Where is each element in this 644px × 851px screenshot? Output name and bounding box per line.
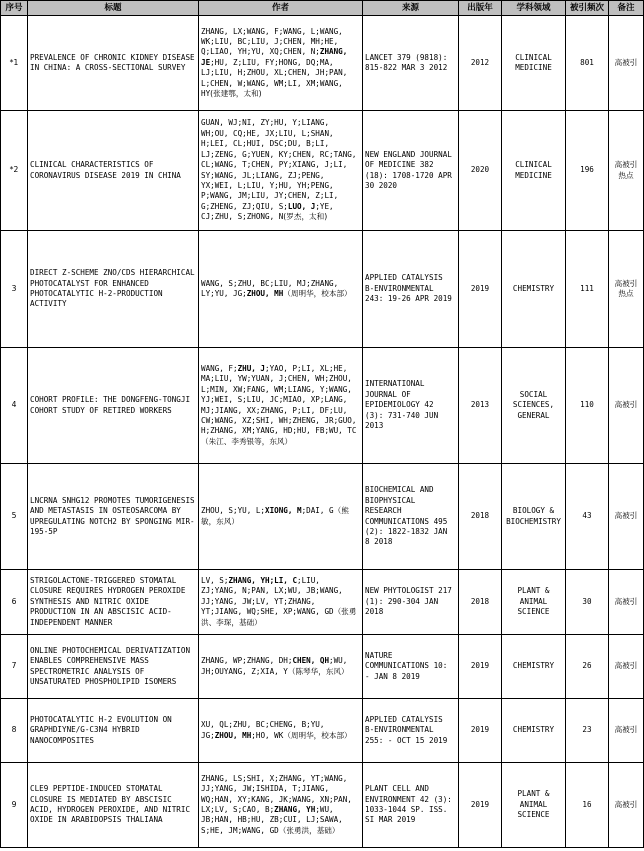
- row-source: NEW PHYTOLOGIST 217 (1): 290-304 JAN 2018: [363, 570, 459, 635]
- row-num: 7: [1, 635, 28, 699]
- row-source: BIOCHEMICAL AND BIOPHYSICAL RESEARCH COMMUNICATIONS 495 (2): 1822-1832 JAN 8 2018: [363, 464, 459, 570]
- table-row: [1, 231, 644, 348]
- table-row: [1, 111, 644, 231]
- header-row: [1, 1, 644, 16]
- row-year: 2019: [459, 699, 502, 763]
- row-year: 2013: [459, 348, 502, 464]
- header-field: 学科领域: [502, 1, 566, 16]
- row-citations: 26: [566, 635, 609, 699]
- header-title: 标题: [28, 1, 199, 16]
- row-source: LANCET 379 (9818): 815-822 MAR 3 2012: [363, 16, 459, 111]
- row-title: PREVALENCE OF CHRONIC KIDNEY DISEASE IN CHINA: A CROSS-SECTIONAL SURVEY: [28, 16, 199, 111]
- header-source: 来源: [363, 1, 459, 16]
- row-authors: ZHANG, WP;ZHANG, DH;CHEN, QH;WU, JH;OUYANG, Z;XIA, Y（陈琴华，东风）: [199, 635, 363, 699]
- row-authors: ZHOU, S;YU, L;XIONG, M;DAI, G（熊敏，东风）: [199, 464, 363, 570]
- row-field: PLANT & ANIMAL SCIENCE: [502, 570, 566, 635]
- row-source: INTERNATIONAL JOURNAL OF EPIDEMIOLOGY 42 (3): 731-740 JUN 2013: [363, 348, 459, 464]
- row-source: APPLIED CATALYSIS B-ENVIRONMENTAL 243: 19-26 APR 2019: [363, 231, 459, 348]
- row-num: 6: [1, 570, 28, 635]
- row-title: CLINICAL CHARACTERISTICS OF CORONAVIRUS DISEASE 2019 IN CHINA: [28, 111, 199, 231]
- row-num: 9: [1, 763, 28, 848]
- table-row: [1, 570, 644, 635]
- row-authors: GUAN, WJ;NI, ZY;HU, Y;LIANG, WH;OU, CQ;HE, JX;LIU, L;SHAN, H;LEI, CL;HUI, DSC;DU, B;LI, LJ;ZENG, G;YUEN, KY;CHEN, RC;TANG, CL;WANG, T;CHEN, PY;XIANG, J;LI, SY;WANG, JL;LIANG, ZJ;PENG, YX;WEI, L;LIU, Y;HU, YH;PENG, P;WANG, JM;LIU, JY;CHEN, Z;LI, G;ZHENG, ZJ;QIU, S;LUO, J;YE, CJ;ZHU, S;ZHONG, N(罗杰，太和): [199, 111, 363, 231]
- row-title: DIRECT Z-SCHEME ZNO/CDS HIERARCHICAL PHOTOCATALYST FOR ENHANCED PHOTOCATALYTIC H-2-PRODUCTION ACTIVITY: [28, 231, 199, 348]
- table-row: [1, 699, 644, 763]
- header-note: 备注: [609, 1, 644, 16]
- table-row: [1, 464, 644, 570]
- row-field: CHEMISTRY: [502, 231, 566, 348]
- row-field: CHEMISTRY: [502, 699, 566, 763]
- row-note: 高被引: [609, 16, 644, 111]
- row-authors: LV, S;ZHANG, YH;LI, C;LIU, ZJ;YANG, N;PAN, LX;WU, JB;WANG, JJ;YANG, JW;LV, YT;ZHANG, YT;JIANG, WQ;SHE, XP;WANG, GD（张勇洪、李琛，基础）: [199, 570, 363, 635]
- row-field: PLANT & ANIMAL SCIENCE: [502, 763, 566, 848]
- header-citations: 被引频次: [566, 1, 609, 16]
- row-note: 高被引: [609, 699, 644, 763]
- row-note: 高被引 热点: [609, 111, 644, 231]
- row-year: 2019: [459, 231, 502, 348]
- row-year: 2018: [459, 464, 502, 570]
- row-authors: WANG, S;ZHU, BC;LIU, MJ;ZHANG, LY;YU, JG;ZHOU, MH（周明华，校本部）: [199, 231, 363, 348]
- row-source: PLANT CELL AND ENVIRONMENT 42 (3): 1033-1044 SP. ISS. SI MAR 2019: [363, 763, 459, 848]
- row-field: CLINICAL MEDICINE: [502, 16, 566, 111]
- row-num: *2: [1, 111, 28, 231]
- header-authors: 作者: [199, 1, 363, 16]
- header-year: 出版年: [459, 1, 502, 16]
- table-row: [1, 635, 644, 699]
- row-note: 高被引: [609, 464, 644, 570]
- row-field: BIOLOGY & BIOCHEMISTRY: [502, 464, 566, 570]
- row-title: COHORT PROFILE: THE DONGFENG-TONGJI COHORT STUDY OF RETIRED WORKERS: [28, 348, 199, 464]
- header-num: 序号: [1, 1, 28, 16]
- row-citations: 23: [566, 699, 609, 763]
- row-num: 3: [1, 231, 28, 348]
- row-citations: 196: [566, 111, 609, 231]
- table-row: [1, 763, 644, 848]
- row-source: NATURE COMMUNICATIONS 10: - JAN 8 2019: [363, 635, 459, 699]
- row-citations: 16: [566, 763, 609, 848]
- row-field: CLINICAL MEDICINE: [502, 111, 566, 231]
- row-title: LNCRNA SNHG12 PROMOTES TUMORIGENESIS AND METASTASIS IN OSTEOSARCOMA BY UPREGULATING NOTCH2 BY SPONGING MIR-195-5P: [28, 464, 199, 570]
- row-note: 高被引 热点: [609, 231, 644, 348]
- row-note: 高被引: [609, 348, 644, 464]
- row-source: NEW ENGLAND JOURNAL OF MEDICINE 382 (18): 1708-1720 APR 30 2020: [363, 111, 459, 231]
- row-authors: ZHANG, LS;SHI, X;ZHANG, YT;WANG, JJ;YANG, JW;ISHIDA, T;JIANG, WQ;HAN, XY;KANG, JK;WANG, XN;PAN, LX;LV, S;CAO, B;ZHANG, YH;WU, JB;HAN, HB;HU, ZB;CUI, LJ;SAWA, S;HE, JM;WANG, GD（张勇洪，基础）: [199, 763, 363, 848]
- row-citations: 30: [566, 570, 609, 635]
- row-authors: XU, QL;ZHU, BC;CHENG, B;YU, JG;ZHOU, MH;HO, WK（周明华，校本部）: [199, 699, 363, 763]
- row-num: 4: [1, 348, 28, 464]
- row-field: CHEMISTRY: [502, 635, 566, 699]
- row-title: CLE9 PEPTIDE-INDUCED STOMATAL CLOSURE IS MEDIATED BY ABSCISIC ACID, HYDROGEN PEROXIDE, AND NITRIC OXIDE IN ARABIDOPSIS THALIANA: [28, 763, 199, 848]
- row-num: *1: [1, 16, 28, 111]
- row-title: PHOTOCATALYTIC H-2 EVOLUTION ON GRAPHDIYNE/G-C3N4 HYBRID NANOCOMPOSITES: [28, 699, 199, 763]
- row-citations: 111: [566, 231, 609, 348]
- row-num: 5: [1, 464, 28, 570]
- row-note: 高被引: [609, 763, 644, 848]
- row-citations: 43: [566, 464, 609, 570]
- row-note: 高被引: [609, 635, 644, 699]
- row-authors: WANG, F;ZHU, J;YAO, P;LI, XL;HE, MA;LIU, YW;YUAN, J;CHEN, WH;ZHOU, L;MIN, XW;FANG, WM;LIANG, Y;WANG, YJ;WEI, S;LIU, JC;MIAO, XP;LANG, MJ;JIANG, XX;ZHANG, P;LI, DF;LU, CW;WANG, XZ;SHI, WH;ZHENG, JR;GUO, H;ZHANG, XM;YANG, HD;HU, FB;WU, TC（朱江、李秀银等，东风）: [199, 348, 363, 464]
- table-row: [1, 16, 644, 111]
- row-source: APPLIED CATALYSIS B-ENVIRONMENTAL 255: - OCT 15 2019: [363, 699, 459, 763]
- row-year: 2018: [459, 570, 502, 635]
- row-citations: 110: [566, 348, 609, 464]
- row-year: 2012: [459, 16, 502, 111]
- row-title: ONLINE PHOTOCHEMICAL DERIVATIZATION ENABLES COMPREHENSIVE MASS SPECTROMETRIC ANALYSIS OF UNSATURATED PHOSPHOLIPID ISOMERS: [28, 635, 199, 699]
- row-note: 高被引: [609, 570, 644, 635]
- row-authors: ZHANG, LX;WANG, F;WANG, L;WANG, WK;LIU, BC;LIU, J;CHEN, MH;HE, Q;LIAO, YH;YU, XQ;CHEN, N;ZHANG, JE;HU, Z;LIU, FY;HONG, DQ;MA, LJ;LIU, H;ZHOU, XL;CHEN, JH;PAN, L;CHEN, W;WANG, WM;LI, XM;WANG, HY(张建鄂，太和): [199, 16, 363, 111]
- row-field: SOCIAL SCIENCES, GENERAL: [502, 348, 566, 464]
- table-row: [1, 348, 644, 464]
- row-citations: 801: [566, 16, 609, 111]
- row-num: 8: [1, 699, 28, 763]
- row-title: STRIGOLACTONE-TRIGGERED STOMATAL CLOSURE REQUIRES HYDROGEN PEROXIDE SYNTHESIS AND NITRIC OXIDE PRODUCTION IN AN ABSCISIC ACID-INDEPENDENT MANNER: [28, 570, 199, 635]
- row-year: 2020: [459, 111, 502, 231]
- row-year: 2019: [459, 763, 502, 848]
- row-year: 2019: [459, 635, 502, 699]
